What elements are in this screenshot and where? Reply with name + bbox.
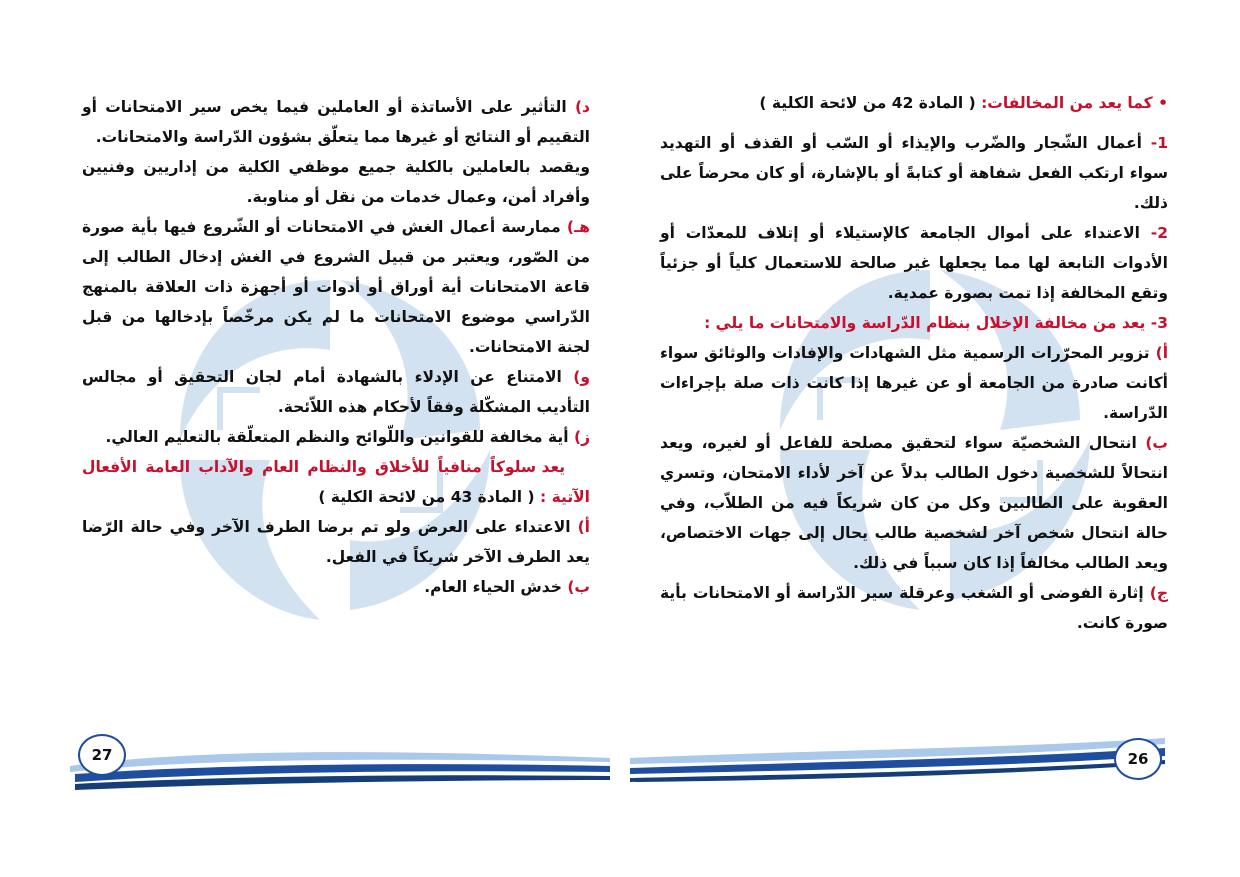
line-z: ز) أية مخالفة للقوانين واللّوائح والنظم المتعلّقة بالتعليم العالي. [105, 428, 590, 446]
page-number: 26 [1114, 738, 1162, 780]
right-text-column [660, 88, 1168, 638]
page-number: 27 [78, 734, 126, 776]
line-d: د) التأثير على الأساتذة أو العاملين فيما يخص سير الامتحانات أو التقييم أو النتائج أو غيرها مما يتعلّق بشؤون الدّراسة والامتحانات. [82, 98, 590, 146]
page-26 [620, 0, 1240, 877]
heading: • كما يعد من المخالفات: ( المادة 42 من لائحة الكلية ) [759, 94, 1168, 112]
numbered-2: 2- الاعتداء على أموال الجامعة كالإستيلاء أو إتلاف للمعدّات أو الأدوات التابعة لها مما يجعلها غير صالحة للاستعمال كلياً أو جزئياً وتقع المخالفة إذا تمت بصورة عمدية. [660, 224, 1168, 302]
numbered-1: 1- أعمال الشّجار والضّرب والإيذاء أو السّب أو القذف أو التهديد سواء ارتكب الفعل شفاهة أو كتابةً أو بالإشارة، أو كان محرضاً على ذلك. [660, 134, 1168, 212]
item-a: أ) تزوير المحرّرات الرسمية مثل الشهادات والإفادات والوثائق سواء أكانت صادرة من الجامعة أو عن غيرها إذا كانت ذات صلة بإجراءات الدّراسة. [660, 344, 1169, 422]
section-ref: ( المادة 43 من لائحة الكلية ) [318, 488, 535, 506]
section-heading: يعد سلوكاً منافياً للأخلاق والنظام العام والآداب العامة الأفعال الآتية : ( المادة 43 من لائحة الكلية ) [82, 458, 590, 506]
line-w: و) الامتناع عن الإدلاء بالشهادة أمام لجان التحقيق أو مجالس التأديب المشكّلة وفقاً لأحكام هذه اللاّئحة. [82, 368, 590, 416]
left-text-column [82, 92, 590, 602]
item-c: ج) إثارة الفوضى أو الشغب وعرقلة سير الدّراسة أو الامتحانات بأية صورة كانت. [660, 584, 1168, 632]
item-b: ب) خدش الحياء العام. [424, 578, 590, 596]
footer-wave [0, 728, 620, 798]
item-a: أ) الاعتداء على العرض ولو تم برضا الطرف الآخر وفي حالة الرّضا يعد الطرف الآخر شريكاً في الفعل. [82, 518, 590, 566]
item-b: ب) انتحال الشخصيّة سواء لتحقيق مصلحة للفاعل أو لغيره، ويعد انتحالاً للشخصية دخول الطالب بدلاً عن آخر لأداء الامتحان، وتسري العقوبة على الطالبين وكل من كان شريكاً فيه من الطلاّب، وفي حالة انتحال شخص آخر لشخصية طالب يحال إلى جهات الاختصاص، ويعد الطالب مخالفاً إذا كان سبباً في ذلك. [660, 434, 1168, 572]
bullet: • [1158, 94, 1168, 112]
footer-wave [620, 728, 1240, 798]
line-h: هـ) ممارسة أعمال الغش في الامتحانات أو الشّروع فيها بأية صورة من الصّور، ويعتبر من قبيل الشروع في الغش إدخال الطالب إلى قاعة الامتحانات أية أوراق أو أدوات أو أجهزة ذات العلاقة بالمنهج الدّراسي موضوع الامتحانات ما لم يكن مرخّصاً بإدخالها من قبل لجنة الامتحانات. [82, 218, 590, 356]
numbered-3: 3- يعد من مخالفة الإخلال بنظام الدّراسة والامتحانات ما يلي : [704, 314, 1168, 332]
line-staff-definition: ويقصد بالعاملين بالكلية جميع موظفي الكلية من إداريين وفنيين وأفراد أمن، وعمال خدمات من نقل أو مناوبة. [82, 158, 590, 206]
